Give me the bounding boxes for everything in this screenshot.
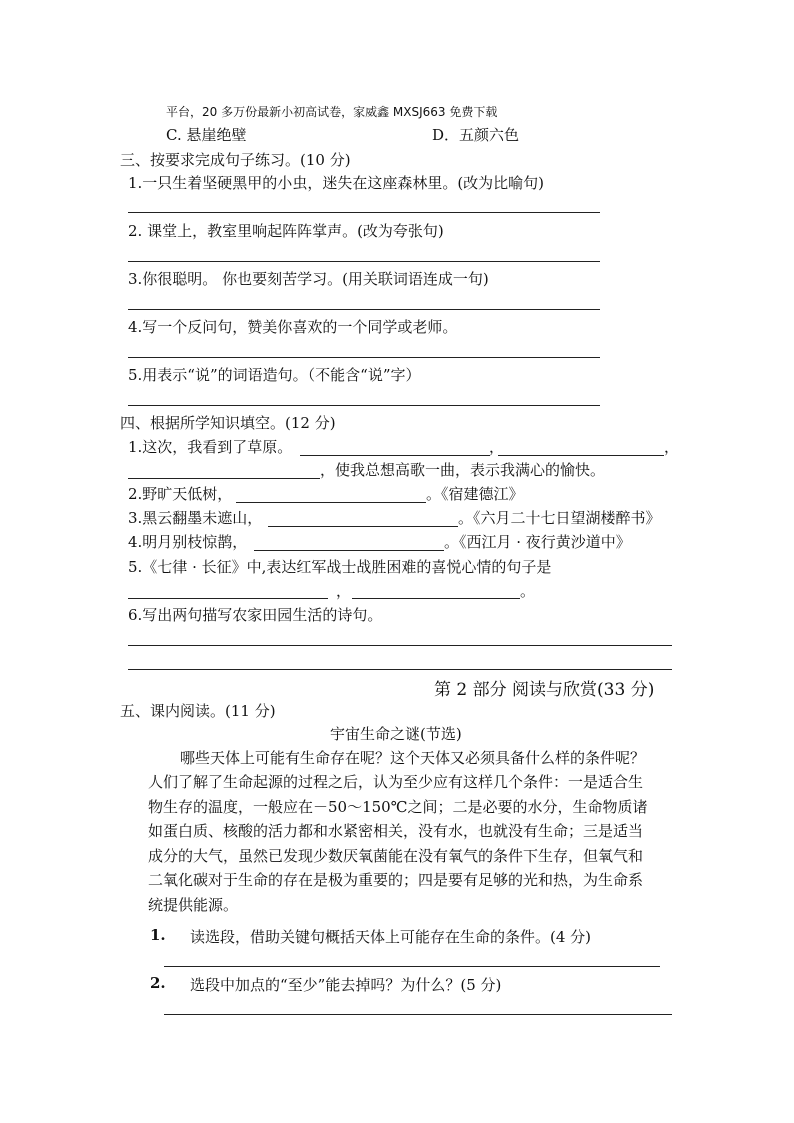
s4-q5-text: 5.《七律 · 长征》中,表达红军战士战胜困难的喜悦心情的句子是	[128, 558, 552, 576]
s3-answer-line-5[interactable]	[128, 405, 600, 406]
s5-q1-number: 1.	[150, 926, 166, 944]
s3-answer-line-3[interactable]	[128, 309, 600, 310]
s4-q4-source: 。《西江月 · 夜行黄沙道中》	[444, 533, 631, 551]
s4-q2-source: 。《宿建德江》	[426, 485, 524, 503]
s3-item-2: 2. 课堂上，教室里响起阵阵掌声。(改为夸张句)	[128, 222, 444, 240]
section5-title: 五、课内阅读。(11 分)	[120, 702, 276, 720]
s3-answer-line-2[interactable]	[128, 261, 600, 262]
s4-q3-blank[interactable]	[268, 526, 458, 527]
s4-q1-blank-3[interactable]	[128, 478, 320, 479]
s3-item-1: 1.一只生着坚硬黑甲的小虫，迷失在这座森林里。(改为比喻句)	[128, 174, 545, 192]
s4-q5-period: 。	[520, 582, 536, 600]
s3-item-5: 5.用表示“说”的词语造句。（不能含“说”字）	[128, 366, 421, 384]
s4-q1-blank-1[interactable]	[300, 455, 490, 456]
option-d: D．五颜六色	[432, 126, 520, 144]
s4-q2-blank[interactable]	[236, 502, 426, 503]
s5-q1-text: 读选段，借助关键句概括天体上可能存在生命的条件。(4 分)	[190, 928, 592, 946]
s3-item-4: 4.写一个反问句，赞美你喜欢的一个同学或老师。	[128, 318, 458, 336]
s4-q1-comma: ，	[489, 438, 505, 456]
part2-heading: 第 2 部分 阅读与欣赏(33 分)	[434, 680, 655, 700]
passage-line-7: 统提供能源。	[148, 896, 239, 914]
s4-q6-text: 6.写出两句描写农家田园生活的诗句。	[128, 606, 383, 624]
passage-line-3: 物生存的温度，一般应在－50～150℃之间；二是必要的水分，生命物质诸	[148, 798, 648, 816]
s5-q2-text: 选段中加点的“至少”能去掉吗？为什么？(5 分)	[190, 976, 502, 994]
section4-title: 四、根据所学知识填空。(12 分)	[120, 414, 336, 432]
s3-answer-line-1[interactable]	[128, 212, 600, 213]
s3-answer-line-4[interactable]	[128, 357, 600, 358]
s4-q3-source: 。《六月二十七日望湖楼醉书》	[458, 509, 661, 527]
s5-q1-answer-line[interactable]	[164, 966, 660, 967]
s5-q2-answer-line[interactable]	[164, 1014, 672, 1015]
passage-line-4: 如蛋白质、核酸的活力都和水紧密相关，没有水，也就没有生命；三是适当	[148, 822, 644, 840]
header-note: 平台，20 多万份最新小初高试卷，家威鑫 MXSJ663 免费下载	[166, 105, 498, 119]
section3-title: 三、按要求完成句子练习。(10 分)	[120, 151, 351, 169]
s4-q6-line-2[interactable]	[128, 669, 672, 670]
passage-line-6: 二氧化碳对于生命的存在是极为重要的；四是要有足够的光和热，为生命系	[148, 871, 644, 889]
s4-q1-text: 1.这次，我看到了草原。	[128, 438, 293, 456]
passage-title: 宇宙生命之谜(节选)	[330, 725, 462, 743]
passage-line-5: 成分的大气，虽然已发现少数厌氧菌能在没有氧气的条件下生存，但氧气和	[148, 847, 644, 865]
s4-q5-blank-2[interactable]	[352, 598, 520, 599]
passage-line-1: 哪些天体上可能有生命存在呢？这个天体又必须具备什么样的条件呢？	[180, 749, 646, 767]
s4-q2-text: 2.野旷天低树，	[128, 485, 233, 503]
s4-q1-text-2: ，使我总想高歌一曲，表示我满心的愉快。	[320, 461, 606, 479]
s4-q4-text: 4.明月别枝惊鹊，	[128, 533, 248, 551]
s4-q5-comma: ，	[336, 582, 352, 600]
s3-item-3: 3.你很聪明。 你也要刻苦学习。(用关联词语连成一句)	[128, 270, 489, 288]
s4-q1-blank-2[interactable]	[498, 455, 664, 456]
s4-q1-comma-2: ，	[664, 438, 680, 456]
s5-q2-number: 2.	[150, 974, 166, 992]
s4-q6-line-1[interactable]	[128, 645, 672, 646]
s4-q5-blank-1[interactable]	[128, 598, 328, 599]
s4-q3-text: 3.黑云翻墨未遮山，	[128, 509, 263, 527]
option-c: C. 悬崖绝壁	[166, 126, 247, 144]
s4-q4-blank[interactable]	[254, 550, 444, 551]
passage-line-2: 人们了解了生命起源的过程之后，认为至少应有这样几个条件：一是适合生	[148, 773, 644, 791]
